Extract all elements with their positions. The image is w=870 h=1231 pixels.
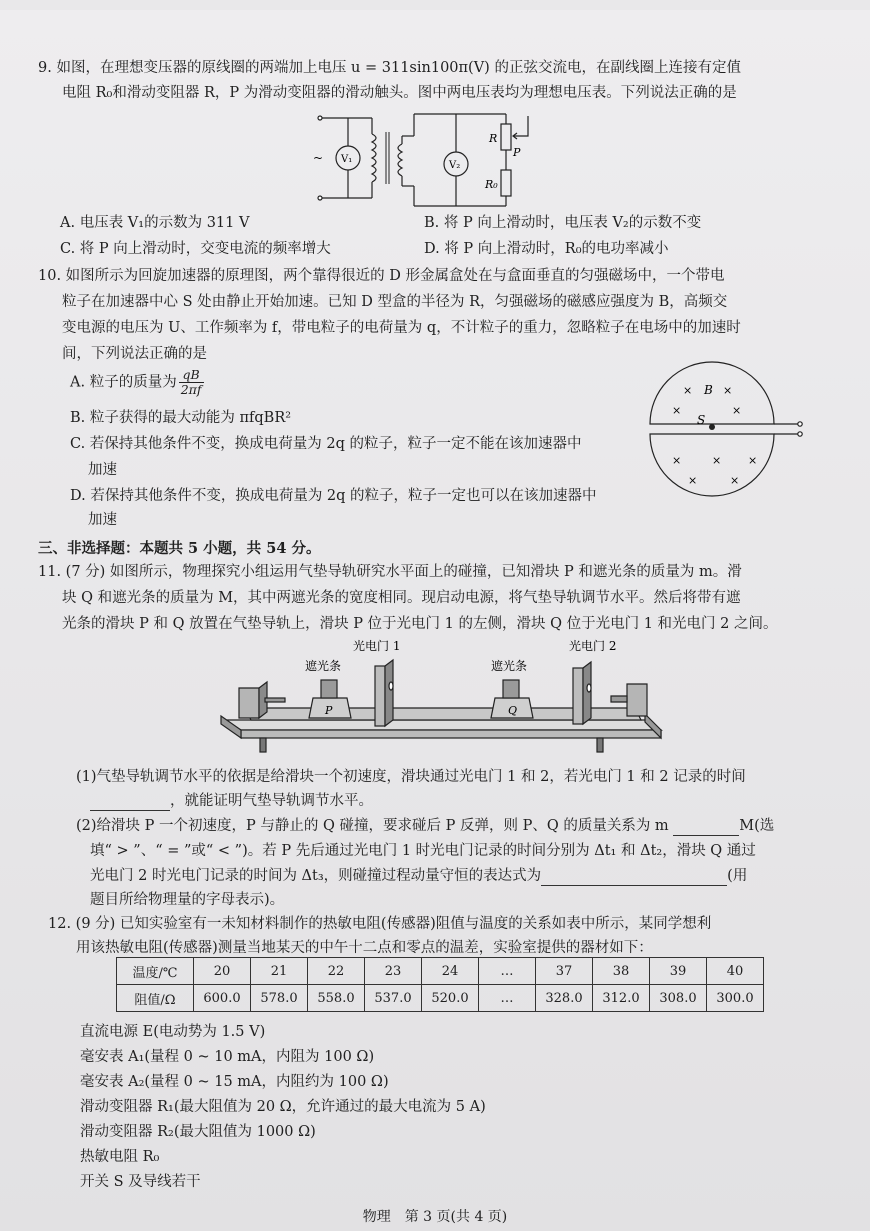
q10-option-c-line2: 加速 (88, 462, 117, 478)
air-track-diagram (215, 632, 665, 760)
table-cell: 300.0 (707, 985, 764, 1012)
table-cell: 21 (251, 958, 308, 985)
q11-part1-line1: (1)气垫导轨调节水平的依据是给滑块一个初速度，滑块通过光电门 1 和 2，若光电门 1 和 2 记录的时间 (76, 769, 746, 785)
table-cell: 38 (593, 958, 650, 985)
gate2-label: 光电门 2 (569, 639, 617, 653)
cyclotron-diagram (640, 358, 820, 508)
q11-part2-line2: 填“ > ”、“ = ”或“ < ”)。若 P 先后通过光电门 1 时光电门记录的时间分别为 Δt₁ 和 Δt₂，滑块 Q 通过 (90, 843, 756, 859)
equipment-item: 热敏电阻 R₀ (80, 1149, 160, 1165)
table-header-cell: 阻值/Ω (117, 985, 194, 1012)
q10-stem-line1: 10. 如图所示为回旋加速器的原理图，两个靠得很近的 D 形金属盒处在与盒面垂直的匀强磁场中，一个带电 (38, 268, 725, 284)
table-cell: 23 (365, 958, 422, 985)
q10-option-d-line1: D. 若保持其他条件不变，换成电荷量为 2q 的粒子，粒子一定也可以在该加速器中 (70, 488, 597, 504)
answer-blank[interactable] (673, 819, 739, 836)
answer-blank[interactable] (541, 869, 727, 886)
table-cell: 24 (422, 958, 479, 985)
center-s-label: S (697, 413, 706, 427)
slider-p-label: P (513, 146, 521, 159)
table-cell: … (479, 958, 536, 985)
voltmeter-v1-label: V₁ (341, 154, 353, 165)
gate1-label: 光电门 1 (353, 639, 401, 653)
table-cell: 328.0 (536, 985, 593, 1012)
q10-option-d-line2: 加速 (88, 512, 117, 528)
table-row (117, 958, 764, 985)
table-cell: 578.0 (251, 985, 308, 1012)
table-cell: 558.0 (308, 985, 365, 1012)
light-strip-p-label: 遮光条 (305, 659, 342, 673)
q10-stem-line3: 变电源的电压为 U、工作频率为 f，带电粒子的电荷量为 q，不计粒子的重力，忽略粒子在电场中的加速时 (62, 320, 741, 336)
q12-stem-line1: 12. (9 分) 已知实验室有一未知材料制作的热敏电阻(传感器)阻值与温度的关系如表中所示，某同学想利 (48, 916, 712, 932)
table-cell: … (479, 985, 536, 1012)
q12-stem-line2: 用该热敏电阻(传感器)测量当地某天的中午十二点和零点的温差，实验室提供的器材如下： (76, 940, 653, 956)
q9-option-d: D. 将 P 向上滑动时，R₀的电功率减小 (424, 241, 669, 257)
table-cell: 20 (194, 958, 251, 985)
exam-page (0, 10, 870, 1231)
field-cross-mark: × (683, 384, 693, 397)
field-cross-mark: × (723, 384, 733, 397)
equipment-item: 直流电源 E(电动势为 1.5 V) (80, 1024, 266, 1040)
equipment-item: 毫安表 A₂(量程 0 ~ 15 mA，内阻约为 100 Ω) (80, 1074, 389, 1090)
q11-stem-line3: 光条的滑块 P 和 Q 放置在气垫导轨上，滑块 P 位于光电门 1 的左侧，滑块 Q 位于光电门 1 和光电门 2 之间。 (62, 616, 778, 632)
ac-source-symbol: ~ (313, 151, 324, 165)
equipment-item: 滑动变阻器 R₁(最大阻值为 20 Ω，允许通过的最大电流为 5 A) (80, 1099, 486, 1115)
q11-stem-line1: 11. (7 分) 如图所示，物理探究小组运用气垫导轨研究水平面上的碰撞，已知滑块 P 和遮光条的质量为 m。滑 (38, 564, 742, 580)
resistance-temperature-table (116, 957, 764, 1012)
resistor-r-label: R (489, 132, 498, 145)
q10-option-a: A. 粒子的质量为 $\frac{qB}{2\pi f}$ (70, 367, 202, 397)
q9-option-b: B. 将 P 向上滑动时，电压表 V₂的示数不变 (424, 215, 702, 231)
q11-part1-line2: ，就能证明气垫导轨调节水平。 (90, 791, 373, 811)
field-cross-mark: × (732, 404, 742, 417)
field-cross-mark: × (688, 474, 698, 487)
table-cell: 40 (707, 958, 764, 985)
q10-stem-line2: 粒子在加速器中心 S 处由静止开始加速。已知 D 型盒的半径为 R，匀强磁场的磁感应强度为 B，高频交 (62, 294, 728, 310)
table-cell: 537.0 (365, 985, 422, 1012)
slider-p-label: P (325, 704, 333, 717)
section-3-heading: 三、非选择题：本题共 5 小题，共 54 分。 (38, 540, 321, 557)
field-cross-mark: × (672, 404, 682, 417)
resistor-r0-label: R₀ (485, 178, 498, 191)
q11-part2-line1: (2)给滑块 P 一个初速度，P 与静止的 Q 碰撞，要求碰后 P 反弹，则 P、Q 的质量关系为 m M(选 (76, 818, 775, 834)
q10-stem-line4: 间，下列说法正确的是 (62, 346, 207, 362)
field-cross-mark: × (712, 454, 722, 467)
mass-fraction: $\frac{qB}{2\pi f}$ (180, 367, 202, 397)
table-header-cell: 温度/℃ (117, 958, 194, 985)
page-footer: 物理 第 3 页(共 4 页) (362, 1209, 508, 1225)
answer-blank[interactable] (90, 794, 170, 811)
q9-option-c: C. 将 P 向上滑动时，交变电流的频率增大 (60, 241, 331, 257)
table-row (117, 985, 764, 1012)
light-strip-q-label: 遮光条 (491, 659, 528, 673)
table-cell: 520.0 (422, 985, 479, 1012)
q9-option-a: A. 电压表 V₁的示数为 311 V (60, 215, 250, 231)
q10-option-b: B. 粒子获得的最大动能为 πfqBR² (70, 410, 292, 426)
q11-part2-line4: 题目所给物理量的字母表示)。 (90, 892, 285, 908)
table-cell: 308.0 (650, 985, 707, 1012)
q11-part2-line3: 光电门 2 时光电门记录的时间为 Δt₃，则碰撞过程动量守恒的表达式为 (用 (90, 868, 748, 884)
magnetic-field-b-label: B (704, 383, 713, 397)
table-cell: 312.0 (593, 985, 650, 1012)
equipment-item: 滑动变阻器 R₂(最大阻值为 1000 Ω) (80, 1124, 316, 1140)
voltmeter-v2-label: V₂ (449, 160, 461, 171)
table-cell: 39 (650, 958, 707, 985)
table-cell: 600.0 (194, 985, 251, 1012)
equipment-item: 毫安表 A₁(量程 0 ~ 10 mA，内阻为 100 Ω) (80, 1049, 375, 1065)
table-cell: 22 (308, 958, 365, 985)
q9-stem-line2: 电阻 R₀和滑动变阻器 R，P 为滑动变阻器的滑动触头。图中两电压表均为理想电压表。下列说法正确的是 (62, 85, 737, 101)
equipment-item: 开关 S 及导线若干 (80, 1174, 201, 1190)
q9-stem-line1: 9. 如图，在理想变压器的原线圈的两端加上电压 u = 311sin100π(V) 的正弦交流电，在副线圈上连接有定值 (38, 60, 741, 76)
transformer-circuit-diagram (310, 106, 540, 216)
q11-stem-line2: 块 Q 和遮光条的质量为 M，其中两遮光条的宽度相同。现启动电源，将气垫导轨调节水平。然后将带有遮 (62, 590, 741, 606)
slider-q-label: Q (508, 704, 518, 717)
field-cross-mark: × (748, 454, 758, 467)
q10-option-c-line1: C. 若保持其他条件不变，换成电荷量为 2q 的粒子，粒子一定不能在该加速器中 (70, 436, 582, 452)
table-cell: 37 (536, 958, 593, 985)
field-cross-mark: × (672, 454, 682, 467)
field-cross-mark: × (730, 474, 740, 487)
